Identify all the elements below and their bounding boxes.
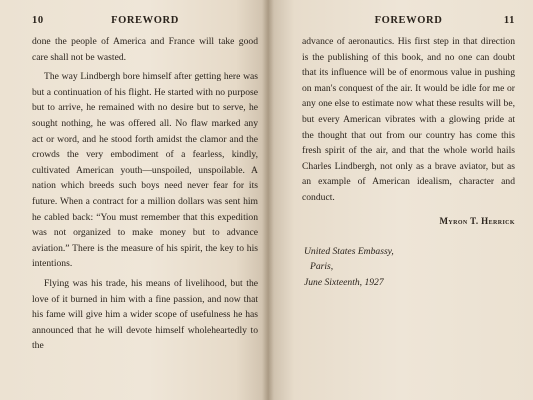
dateline-city: Paris,	[310, 261, 334, 273]
left-paragraph-2: The way Lindbergh bore himself after getting here was but a continuation of his flight. He started with no purpose but to arrive, he remained with no desire but to serve, he sought nothing, he was offered all. No flaw marked any act or word, and he stood forth amidst the clamor and the crowds the very embodiment of a fearless, kindly, cultivated American youth—unspoiled, unspoilable. A nation which breeds such boys need never fear for its future. When a contract for a million dollars was sent him he cabled back: “You must remember that this expedition was not organized to make money but to advance aviation.” There is the measure of his spirit, the key to his intentions.	[32, 71, 258, 270]
dateline-embassy: United States Embassy,	[304, 245, 394, 257]
right-running-title: FOREWORD	[374, 15, 443, 26]
right-paragraph-1: advance of aeronautics. His first step in that direction is the publishing of this book, and no one can doubt that its influence will be of enormous value in pushing on man's conquest of the air. It would be idle for me or any one else to estimate now what these results will be, but every American vibrates with a glowing pride at the thought that out from our country has come this fresh spirit of the air, and that the whole world hails Charles Lindbergh, not only as a brave aviator, but as an example of American idealism, character and conduct.	[302, 36, 515, 203]
left-paragraph-1: done the people of America and France will take good care shall not be wasted.	[32, 36, 258, 63]
signature: Myron T. Herrick	[439, 215, 515, 226]
left-running-title: FOREWORD	[111, 15, 179, 26]
right-page-number: 11	[503, 15, 515, 26]
right-running-head	[302, 12, 515, 34]
book-gutter	[262, 0, 274, 400]
left-running-head	[32, 12, 258, 34]
left-page-number: 10	[32, 15, 44, 26]
dateline	[302, 244, 515, 291]
dateline-date: June Sixteenth, 1927	[304, 276, 384, 288]
left-paragraph-3: Flying was his trade, his means of livelihood, but the love of it burned in him with a fine passion, and now that his fame will give him a wider scope of usefulness he has announced that he will devote himself wholeheartedly to the	[32, 277, 258, 352]
right-page	[268, 0, 533, 400]
